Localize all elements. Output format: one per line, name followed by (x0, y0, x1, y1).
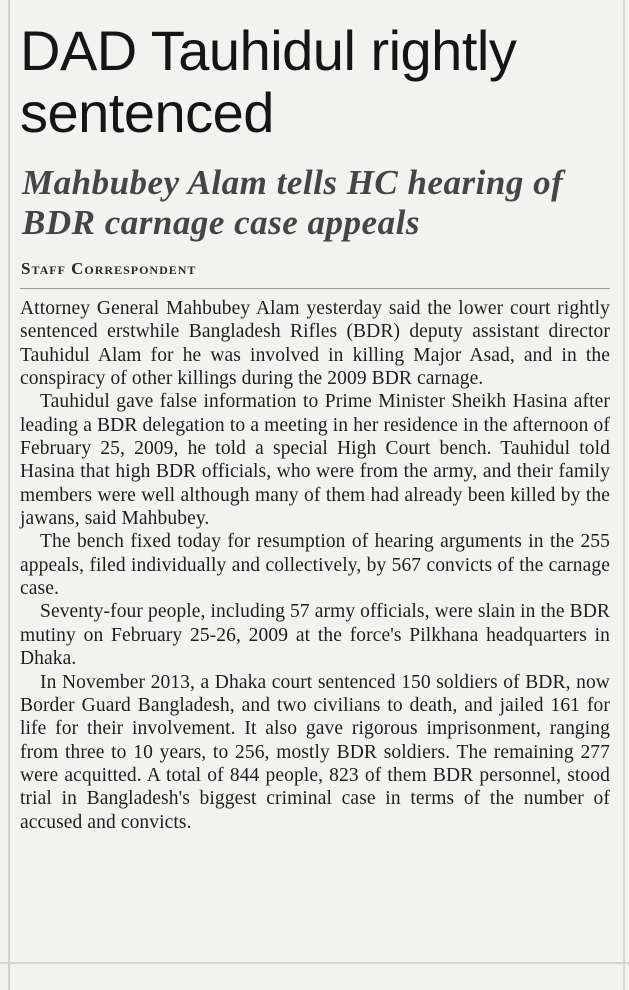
article-headline: DAD Tauhidul rightly sentenced (20, 19, 517, 144)
article-paragraph-4: Seventy-four people, including 57 army officials, were slain in the BDR mutiny on February 25-26, 2009 at the force's Pilkhana headquarters in Dhaka. (20, 601, 610, 670)
article-byline: Staff Correspondent (21, 259, 197, 278)
article-body (20, 297, 610, 834)
article-paragraph-5: In November 2013, a Dhaka court sentenced 150 soldiers of BDR, now Border Guard Bangladesh, and two civilians to death, and jailed 161 for life for their involvement. It also gave rigorous imprisonment, ranging from three to 10 years, to 256, mostly BDR soldiers. The remaining 277 were acquitted. A total of 844 people, 823 of them BDR personnel, stood trial in Bangladesh's biggest criminal case in terms of the number of accused and convicts. (20, 671, 610, 833)
article-paragraph-1: Attorney General Mahbubey Alam yesterday said the lower court rightly sentenced erstwhile Bangladesh Rifles (BDR) deputy assistant director Tauhidul Alam for he was involved in killing Major Asad, and in the conspiracy of other killings during the 2009 BDR carnage. (20, 298, 610, 390)
byline-divider (20, 288, 610, 289)
left-column-rule (8, 0, 10, 990)
right-column-rule (623, 0, 625, 990)
article-paragraph-2: Tauhidul gave false information to Prime Minister Sheikh Hasina after leading a BDR delegation to a meeting in her residence in the afternoon of February 25, 2009, he told a special High Court bench. Tauhidul told Hasina that high BDR officials, who were from the army, and their family members were well although many of them had already been killed by the jawans, said Mahbubey. (20, 391, 610, 530)
article-subheadline: Mahbubey Alam tells HC hearing of BDR carnage case appeals (22, 163, 564, 242)
bottom-column-rule (0, 962, 629, 964)
article-paragraph-3: The bench fixed today for resumption of hearing arguments in the 255 appeals, filed individually and collectively, by 567 convicts of the carnage case. (20, 531, 610, 600)
